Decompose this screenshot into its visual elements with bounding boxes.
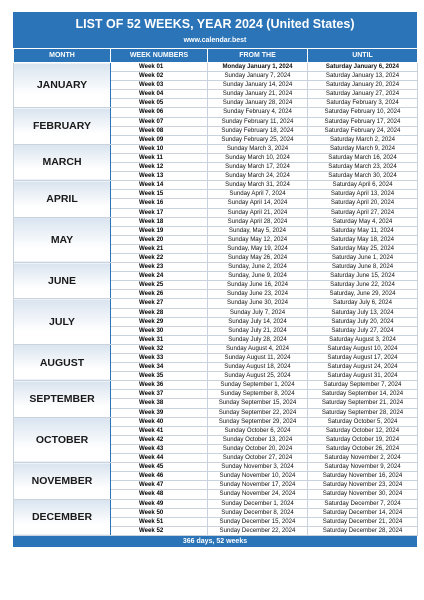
week-number: Week 23 <box>111 263 208 272</box>
until-date: Saturday February 3, 2024 <box>308 99 418 108</box>
until-date: Saturday July 6, 2024 <box>308 299 418 308</box>
week-number: Week 21 <box>111 244 208 253</box>
from-date: Sunday August 4, 2024 <box>208 344 308 353</box>
month-label: JANUARY <box>14 63 111 108</box>
until-date: Saturday February 10, 2024 <box>308 108 418 117</box>
week-number: Week 43 <box>111 444 208 453</box>
until-date: Saturday August 10, 2024 <box>308 344 418 353</box>
until-date: Saturday June 1, 2024 <box>308 253 418 262</box>
from-date: Sunday November 3, 2024 <box>208 463 308 472</box>
month-header: MONTH <box>14 49 111 63</box>
from-date: Sunday November 17, 2024 <box>208 481 308 490</box>
until-date: Saturday June 8, 2024 <box>308 263 418 272</box>
week-number: Week 06 <box>111 108 208 117</box>
from-header: FROM THE <box>208 49 308 63</box>
week-number: Week 47 <box>111 481 208 490</box>
week-number: Week 07 <box>111 117 208 126</box>
until-header: UNTIL <box>308 49 418 63</box>
week-number: Week 10 <box>111 144 208 153</box>
week-number: Week 37 <box>111 390 208 399</box>
week-number: Week 50 <box>111 508 208 517</box>
from-date: Sunday February 25, 2024 <box>208 135 308 144</box>
from-date: Sunday March 24, 2024 <box>208 172 308 181</box>
weeks-body <box>14 63 418 536</box>
until-date: Saturday April 27, 2024 <box>308 208 418 217</box>
week-row <box>14 144 418 153</box>
week-number: Week 32 <box>111 344 208 353</box>
from-date: Sunday July 7, 2024 <box>208 308 308 317</box>
week-number: Week 26 <box>111 290 208 299</box>
until-date: Saturday April 20, 2024 <box>308 199 418 208</box>
week-number: Week 16 <box>111 199 208 208</box>
until-date: Saturday September 28, 2024 <box>308 408 418 417</box>
from-date: Sunday October 13, 2024 <box>208 435 308 444</box>
week-number: Week 01 <box>111 63 208 72</box>
from-date: Sunday February 18, 2024 <box>208 126 308 135</box>
until-date: Saturday May 11, 2024 <box>308 226 418 235</box>
month-label: MAY <box>14 217 111 262</box>
until-date: Saturday February 17, 2024 <box>308 117 418 126</box>
until-date: Saturday August 3, 2024 <box>308 335 418 344</box>
from-date: Sunday June 16, 2024 <box>208 281 308 290</box>
week-row <box>14 63 418 72</box>
until-date: Saturday April 6, 2024 <box>308 181 418 190</box>
from-date: Sunday October 20, 2024 <box>208 444 308 453</box>
from-date: Sunday August 18, 2024 <box>208 363 308 372</box>
week-number: Week 04 <box>111 90 208 99</box>
from-date: Sunday March 31, 2024 <box>208 181 308 190</box>
week-number: Week 12 <box>111 163 208 172</box>
week-row <box>14 499 418 508</box>
until-date: Saturday October 26, 2024 <box>308 444 418 453</box>
from-date: Sunday September 29, 2024 <box>208 417 308 426</box>
from-date: Sunday April 21, 2024 <box>208 208 308 217</box>
website-label[interactable]: www.calendar.best <box>183 37 247 44</box>
week-number: Week 08 <box>111 126 208 135</box>
week-row <box>14 217 418 226</box>
week-number: Week 03 <box>111 81 208 90</box>
until-date: Saturday June 15, 2024 <box>308 272 418 281</box>
from-date: Sunday August 11, 2024 <box>208 354 308 363</box>
from-date: Sunday, May 19, 2024 <box>208 244 308 253</box>
from-date: Sunday January 21, 2024 <box>208 90 308 99</box>
week-row <box>14 263 418 272</box>
from-date: Sunday February 11, 2024 <box>208 117 308 126</box>
until-date: Saturday March 9, 2024 <box>308 144 418 153</box>
week-number: Week 18 <box>111 217 208 226</box>
week-number: Week 14 <box>111 181 208 190</box>
until-date: Saturday March 23, 2024 <box>308 163 418 172</box>
month-label: JULY <box>14 299 111 344</box>
from-date: Sunday January 28, 2024 <box>208 99 308 108</box>
week-number: Week 48 <box>111 490 208 499</box>
from-date: Sunday December 8, 2024 <box>208 508 308 517</box>
week-number: Week 49 <box>111 499 208 508</box>
from-date: Sunday April 14, 2024 <box>208 199 308 208</box>
week-row <box>14 463 418 472</box>
until-date: Saturday July 13, 2024 <box>308 308 418 317</box>
month-label: JUNE <box>14 263 111 299</box>
until-date: Saturday July 27, 2024 <box>308 326 418 335</box>
from-date: Sunday October 6, 2024 <box>208 426 308 435</box>
week-number: Week 19 <box>111 226 208 235</box>
until-date: Saturday February 24, 2024 <box>308 126 418 135</box>
until-date: Saturday August 17, 2024 <box>308 354 418 363</box>
until-date: Saturday September 7, 2024 <box>308 381 418 390</box>
until-date: Saturday November 23, 2024 <box>308 481 418 490</box>
from-date: Sunday May 26, 2024 <box>208 253 308 262</box>
from-date: Sunday July 14, 2024 <box>208 317 308 326</box>
week-row <box>14 299 418 308</box>
week-number: Week 39 <box>111 408 208 417</box>
footer-summary: 366 days, 52 weeks <box>13 536 417 547</box>
week-numbers-header: WEEK NUMBERS <box>111 49 208 63</box>
from-date: Sunday September 22, 2024 <box>208 408 308 417</box>
from-date: Sunday April 28, 2024 <box>208 217 308 226</box>
until-date: Saturday January 6, 2024 <box>308 63 418 72</box>
week-number: Week 29 <box>111 317 208 326</box>
header-row <box>14 49 418 63</box>
week-number: Week 45 <box>111 463 208 472</box>
week-number: Week 24 <box>111 272 208 281</box>
month-label: NOVEMBER <box>14 463 111 499</box>
until-date: Saturday September 21, 2024 <box>308 399 418 408</box>
week-number: Week 41 <box>111 426 208 435</box>
week-number: Week 17 <box>111 208 208 217</box>
until-date: Saturday March 30, 2024 <box>308 172 418 181</box>
month-label: APRIL <box>14 181 111 217</box>
week-row <box>14 108 418 117</box>
from-date: Sunday December 1, 2024 <box>208 499 308 508</box>
title-banner <box>13 12 417 48</box>
week-number: Week 40 <box>111 417 208 426</box>
week-number: Week 38 <box>111 399 208 408</box>
from-date: Sunday July 21, 2024 <box>208 326 308 335</box>
month-label: AUGUST <box>14 344 111 380</box>
week-number: Week 51 <box>111 517 208 526</box>
week-number: Week 35 <box>111 372 208 381</box>
from-date: Sunday August 25, 2024 <box>208 372 308 381</box>
until-date: Saturday April 13, 2024 <box>308 190 418 199</box>
from-date: Sunday March 3, 2024 <box>208 144 308 153</box>
week-number: Week 46 <box>111 472 208 481</box>
week-number: Week 42 <box>111 435 208 444</box>
from-date: Sunday April 7, 2024 <box>208 190 308 199</box>
week-number: Week 33 <box>111 354 208 363</box>
from-date: Sunday December 22, 2024 <box>208 526 308 535</box>
week-row <box>14 344 418 353</box>
until-date: Saturday March 2, 2024 <box>308 135 418 144</box>
until-date: Saturday December 28, 2024 <box>308 526 418 535</box>
until-date: Saturday July 20, 2024 <box>308 317 418 326</box>
month-label: SEPTEMBER <box>14 381 111 417</box>
month-label: FEBRUARY <box>14 108 111 144</box>
week-number: Week 09 <box>111 135 208 144</box>
until-date: Saturday November 9, 2024 <box>308 463 418 472</box>
until-date: Saturday January 27, 2024 <box>308 90 418 99</box>
calendar-sheet <box>13 12 417 547</box>
until-date: Saturday December 21, 2024 <box>308 517 418 526</box>
from-date: Sunday December 15, 2024 <box>208 517 308 526</box>
from-date: Sunday September 15, 2024 <box>208 399 308 408</box>
from-date: Monday January 1, 2024 <box>208 63 308 72</box>
from-date: Sunday February 4, 2024 <box>208 108 308 117</box>
until-date: Saturday November 2, 2024 <box>308 454 418 463</box>
week-number: Week 25 <box>111 281 208 290</box>
from-date: Sunday March 10, 2024 <box>208 153 308 162</box>
week-number: Week 05 <box>111 99 208 108</box>
until-date: Saturday August 31, 2024 <box>308 372 418 381</box>
until-date: Saturday September 14, 2024 <box>308 390 418 399</box>
week-number: Week 22 <box>111 253 208 262</box>
until-date: Saturday November 30, 2024 <box>308 490 418 499</box>
week-number: Week 20 <box>111 235 208 244</box>
week-number: Week 44 <box>111 454 208 463</box>
from-date: Sunday, June 2, 2024 <box>208 263 308 272</box>
from-date: Sunday June 23, 2024 <box>208 290 308 299</box>
month-label: DECEMBER <box>14 499 111 535</box>
until-date: Saturday January 13, 2024 <box>308 72 418 81</box>
week-row <box>14 381 418 390</box>
from-date: Sunday July 28, 2024 <box>208 335 308 344</box>
week-number: Week 27 <box>111 299 208 308</box>
until-date: Saturday December 7, 2024 <box>308 499 418 508</box>
from-date: Sunday January 7, 2024 <box>208 72 308 81</box>
from-date: Sunday June 30, 2024 <box>208 299 308 308</box>
from-date: Sunday May 12, 2024 <box>208 235 308 244</box>
from-date: Sunday September 1, 2024 <box>208 381 308 390</box>
until-date: Saturday May 4, 2024 <box>308 217 418 226</box>
from-date: Sunday October 27, 2024 <box>208 454 308 463</box>
until-date: Saturday, June 29, 2024 <box>308 290 418 299</box>
week-row <box>14 181 418 190</box>
week-number: Week 34 <box>111 363 208 372</box>
from-date: Sunday November 24, 2024 <box>208 490 308 499</box>
until-date: Saturday October 19, 2024 <box>308 435 418 444</box>
from-date: Sunday November 10, 2024 <box>208 472 308 481</box>
week-number: Week 52 <box>111 526 208 535</box>
from-date: Sunday, June 9, 2024 <box>208 272 308 281</box>
until-date: Saturday October 12, 2024 <box>308 426 418 435</box>
until-date: Saturday May 25, 2024 <box>308 244 418 253</box>
from-date: Sunday March 17, 2024 <box>208 163 308 172</box>
week-row <box>14 417 418 426</box>
until-date: Saturday March 16, 2024 <box>308 153 418 162</box>
week-number: Week 13 <box>111 172 208 181</box>
until-date: Saturday November 16, 2024 <box>308 472 418 481</box>
week-number: Week 31 <box>111 335 208 344</box>
weeks-table <box>13 48 418 536</box>
until-date: Saturday August 24, 2024 <box>308 363 418 372</box>
week-number: Week 02 <box>111 72 208 81</box>
week-number: Week 36 <box>111 381 208 390</box>
until-date: Saturday December 14, 2024 <box>308 508 418 517</box>
week-number: Week 28 <box>111 308 208 317</box>
from-date: Sunday January 14, 2024 <box>208 81 308 90</box>
from-date: Sunday, May 5, 2024 <box>208 226 308 235</box>
week-number: Week 15 <box>111 190 208 199</box>
until-date: Saturday May 18, 2024 <box>308 235 418 244</box>
month-label: MARCH <box>14 144 111 180</box>
until-date: Saturday October 5, 2024 <box>308 417 418 426</box>
month-label: OCTOBER <box>14 417 111 462</box>
from-date: Sunday September 8, 2024 <box>208 390 308 399</box>
page-title: LIST OF 52 WEEKS, YEAR 2024 (United States) <box>75 17 355 31</box>
until-date: Saturday June 22, 2024 <box>308 281 418 290</box>
week-number: Week 11 <box>111 153 208 162</box>
until-date: Saturday January 20, 2024 <box>308 81 418 90</box>
week-number: Week 30 <box>111 326 208 335</box>
